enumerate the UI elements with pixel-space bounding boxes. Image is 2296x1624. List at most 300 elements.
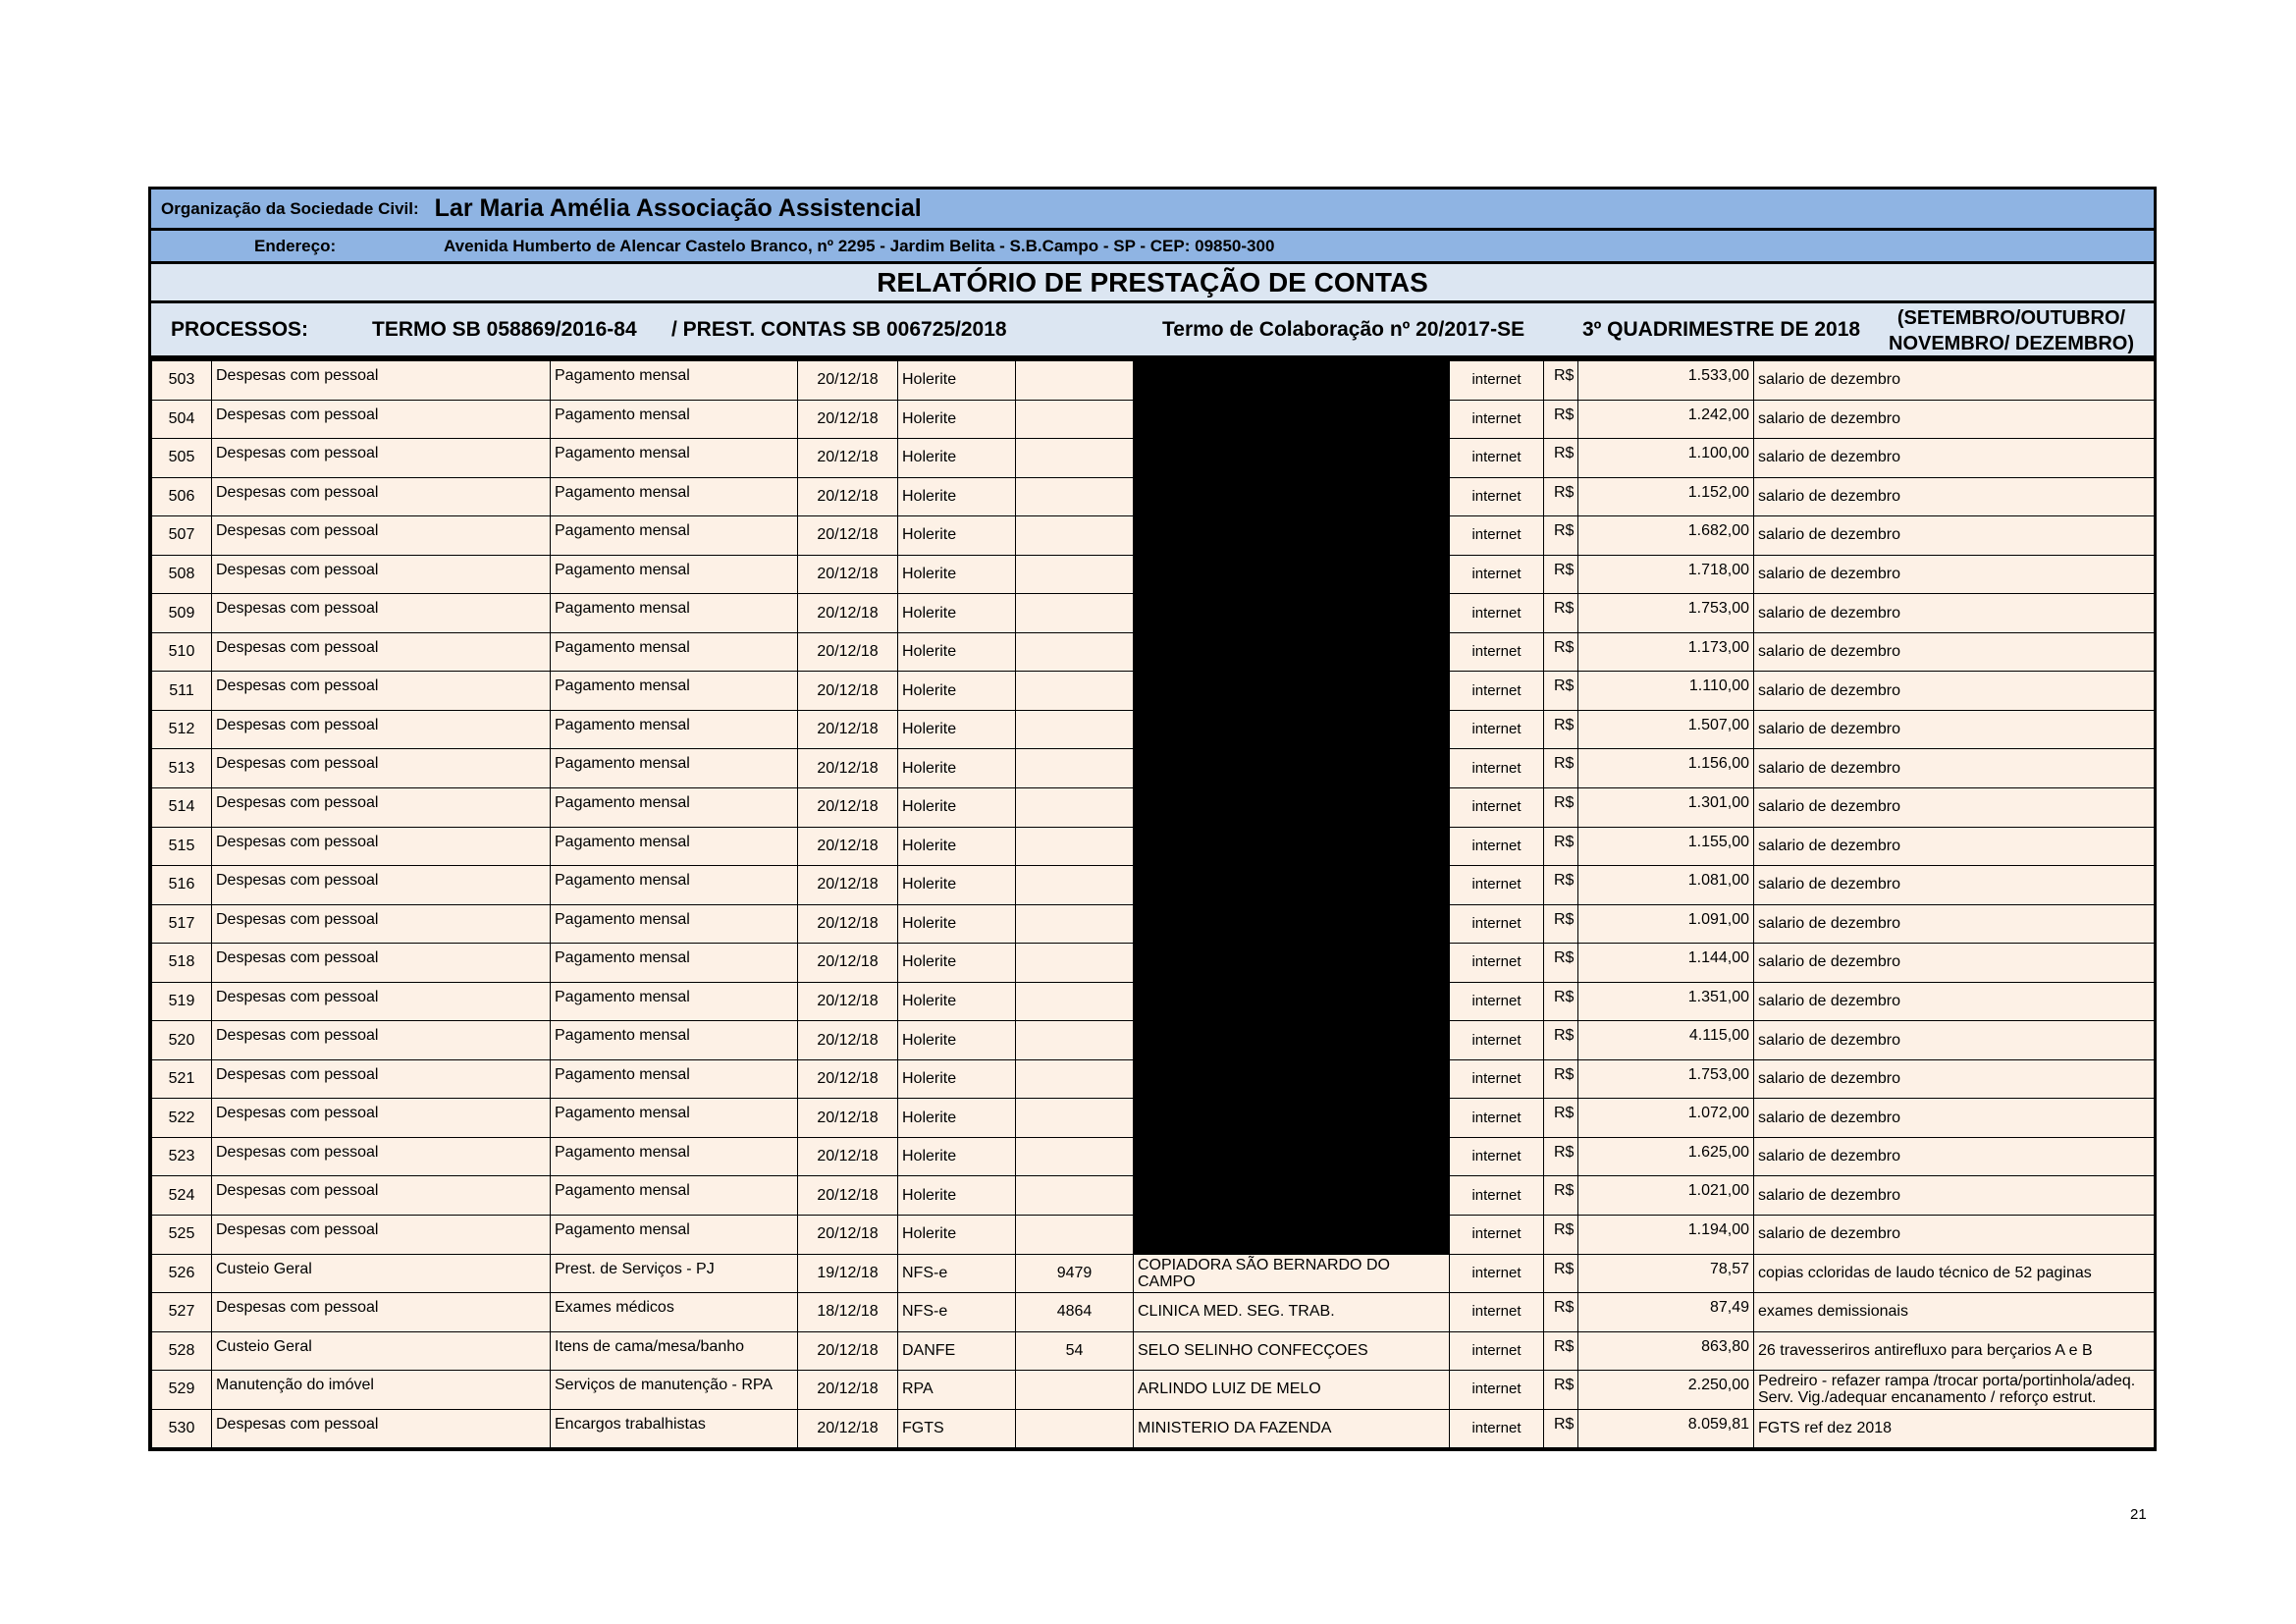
row-number-cell: 518 bbox=[152, 944, 212, 983]
document-number-cell bbox=[1016, 361, 1134, 401]
organization-row bbox=[151, 189, 2154, 231]
currency-cell: R$ bbox=[1544, 439, 1578, 478]
observation-cell: salario de dezembro bbox=[1754, 982, 2155, 1021]
amount-cell: 863,80 bbox=[1578, 1331, 1754, 1371]
supplier-cell: MINISTERIO DA FAZENDA bbox=[1134, 1409, 1450, 1448]
amount-cell: 1.144,00 bbox=[1578, 944, 1754, 983]
row-number-cell: 507 bbox=[152, 516, 212, 556]
document-number-cell: 54 bbox=[1016, 1331, 1134, 1371]
amount-cell: 1.155,00 bbox=[1578, 827, 1754, 866]
row-number-cell: 509 bbox=[152, 594, 212, 633]
currency-cell: R$ bbox=[1544, 1409, 1578, 1448]
table-row bbox=[152, 555, 2155, 594]
document-number-cell bbox=[1016, 439, 1134, 478]
payment-method-cell: internet bbox=[1450, 1176, 1544, 1216]
address-row bbox=[151, 231, 2154, 264]
category-cell: Despesas com pessoal bbox=[212, 788, 551, 828]
description-cell: Pagamento mensal bbox=[551, 555, 798, 594]
currency-cell: R$ bbox=[1544, 1216, 1578, 1255]
payment-method-cell: internet bbox=[1450, 982, 1544, 1021]
description-cell: Pagamento mensal bbox=[551, 1021, 798, 1060]
observation-cell: salario de dezembro bbox=[1754, 904, 2155, 944]
document-type-cell: Holerite bbox=[898, 982, 1016, 1021]
redacted-supplier-cell bbox=[1134, 400, 1450, 439]
description-cell: Pagamento mensal bbox=[551, 361, 798, 401]
row-number-cell: 526 bbox=[152, 1254, 212, 1293]
redacted-supplier-cell bbox=[1134, 1021, 1450, 1060]
description-cell: Pagamento mensal bbox=[551, 1137, 798, 1176]
document-number-cell bbox=[1016, 1099, 1134, 1138]
amount-cell: 1.753,00 bbox=[1578, 1059, 1754, 1099]
document-type-cell: FGTS bbox=[898, 1409, 1016, 1448]
table-row bbox=[152, 1099, 2155, 1138]
currency-cell: R$ bbox=[1544, 788, 1578, 828]
processes-row bbox=[151, 303, 2154, 360]
category-cell: Despesas com pessoal bbox=[212, 827, 551, 866]
date-cell: 20/12/18 bbox=[798, 672, 898, 711]
document-number-cell bbox=[1016, 477, 1134, 516]
expenses-table bbox=[151, 360, 2155, 1448]
document-number-cell bbox=[1016, 1409, 1134, 1448]
document-number-cell: 4864 bbox=[1016, 1293, 1134, 1332]
description-cell: Pagamento mensal bbox=[551, 477, 798, 516]
document-type-cell: Holerite bbox=[898, 1216, 1016, 1255]
observation-cell: salario de dezembro bbox=[1754, 400, 2155, 439]
date-cell: 20/12/18 bbox=[798, 904, 898, 944]
date-cell: 20/12/18 bbox=[798, 1331, 898, 1371]
observation-cell: salario de dezembro bbox=[1754, 1176, 2155, 1216]
date-cell: 20/12/18 bbox=[798, 1021, 898, 1060]
date-cell: 20/12/18 bbox=[798, 439, 898, 478]
currency-cell: R$ bbox=[1544, 1137, 1578, 1176]
description-cell: Pagamento mensal bbox=[551, 516, 798, 556]
observation-cell: salario de dezembro bbox=[1754, 866, 2155, 905]
payment-method-cell: internet bbox=[1450, 516, 1544, 556]
table-row bbox=[152, 1293, 2155, 1332]
amount-cell: 2.250,00 bbox=[1578, 1371, 1754, 1410]
currency-cell: R$ bbox=[1544, 904, 1578, 944]
observation-cell: salario de dezembro bbox=[1754, 710, 2155, 749]
document-number-cell bbox=[1016, 944, 1134, 983]
currency-cell: R$ bbox=[1544, 749, 1578, 788]
title-row bbox=[151, 264, 2154, 303]
processes-label: PROCESSOS: bbox=[171, 317, 309, 341]
observation-cell: FGTS ref dez 2018 bbox=[1754, 1409, 2155, 1448]
currency-cell: R$ bbox=[1544, 555, 1578, 594]
currency-cell: R$ bbox=[1544, 1293, 1578, 1332]
date-cell: 20/12/18 bbox=[798, 400, 898, 439]
table-row bbox=[152, 944, 2155, 983]
category-cell: Manutenção do imóvel bbox=[212, 1371, 551, 1410]
document-type-cell: Holerite bbox=[898, 632, 1016, 672]
document-type-cell: Holerite bbox=[898, 827, 1016, 866]
document-type-cell: Holerite bbox=[898, 1059, 1016, 1099]
table-row bbox=[152, 1021, 2155, 1060]
amount-cell: 1.351,00 bbox=[1578, 982, 1754, 1021]
amount-cell: 1.625,00 bbox=[1578, 1137, 1754, 1176]
row-number-cell: 511 bbox=[152, 672, 212, 711]
document-number-cell bbox=[1016, 749, 1134, 788]
payment-method-cell: internet bbox=[1450, 1254, 1544, 1293]
observation-cell: salario de dezembro bbox=[1754, 1059, 2155, 1099]
redacted-supplier-cell bbox=[1134, 982, 1450, 1021]
document-type-cell: NFS-e bbox=[898, 1293, 1016, 1332]
observation-cell: Pedreiro - refazer rampa /trocar porta/portinhola/adeq. Serv. Vig./adequar encanamento / reforço estrut. bbox=[1754, 1371, 2155, 1410]
document-type-cell: Holerite bbox=[898, 400, 1016, 439]
category-cell: Despesas com pessoal bbox=[212, 1216, 551, 1255]
payment-method-cell: internet bbox=[1450, 1137, 1544, 1176]
date-cell: 20/12/18 bbox=[798, 944, 898, 983]
table-row bbox=[152, 1176, 2155, 1216]
observation-cell: salario de dezembro bbox=[1754, 632, 2155, 672]
redacted-supplier-cell bbox=[1134, 672, 1450, 711]
date-cell: 20/12/18 bbox=[798, 866, 898, 905]
currency-cell: R$ bbox=[1544, 710, 1578, 749]
description-cell: Pagamento mensal bbox=[551, 632, 798, 672]
table-row bbox=[152, 516, 2155, 556]
description-cell: Itens de cama/mesa/banho bbox=[551, 1331, 798, 1371]
payment-method-cell: internet bbox=[1450, 1021, 1544, 1060]
payment-method-cell: internet bbox=[1450, 1331, 1544, 1371]
table-row bbox=[152, 400, 2155, 439]
redacted-supplier-cell bbox=[1134, 944, 1450, 983]
amount-cell: 1.091,00 bbox=[1578, 904, 1754, 944]
observation-cell: salario de dezembro bbox=[1754, 672, 2155, 711]
date-cell: 20/12/18 bbox=[798, 1137, 898, 1176]
observation-cell: salario de dezembro bbox=[1754, 944, 2155, 983]
supplier-cell: CLINICA MED. SEG. TRAB. bbox=[1134, 1293, 1450, 1332]
address-label: Endereço: bbox=[254, 236, 337, 255]
observation-cell: salario de dezembro bbox=[1754, 594, 2155, 633]
row-number-cell: 520 bbox=[152, 1021, 212, 1060]
date-cell: 20/12/18 bbox=[798, 594, 898, 633]
category-cell: Despesas com pessoal bbox=[212, 594, 551, 633]
document-type-cell: Holerite bbox=[898, 594, 1016, 633]
description-cell: Pagamento mensal bbox=[551, 827, 798, 866]
redacted-supplier-cell bbox=[1134, 1137, 1450, 1176]
organization-name: Lar Maria Amélia Associação Assistencial bbox=[434, 194, 922, 222]
redacted-supplier-cell bbox=[1134, 555, 1450, 594]
amount-cell: 1.682,00 bbox=[1578, 516, 1754, 556]
row-number-cell: 521 bbox=[152, 1059, 212, 1099]
payment-method-cell: internet bbox=[1450, 400, 1544, 439]
amount-cell: 1.507,00 bbox=[1578, 710, 1754, 749]
category-cell: Despesas com pessoal bbox=[212, 361, 551, 401]
description-cell: Pagamento mensal bbox=[551, 866, 798, 905]
document-number-cell bbox=[1016, 866, 1134, 905]
document-number-cell bbox=[1016, 1059, 1134, 1099]
row-number-cell: 505 bbox=[152, 439, 212, 478]
category-cell: Despesas com pessoal bbox=[212, 1137, 551, 1176]
amount-cell: 1.301,00 bbox=[1578, 788, 1754, 828]
document-type-cell: Holerite bbox=[898, 1021, 1016, 1060]
redacted-supplier-cell bbox=[1134, 361, 1450, 401]
accounts-report bbox=[148, 187, 2157, 1451]
category-cell: Custeio Geral bbox=[212, 1254, 551, 1293]
date-cell: 20/12/18 bbox=[798, 749, 898, 788]
description-cell: Exames médicos bbox=[551, 1293, 798, 1332]
table-row bbox=[152, 1137, 2155, 1176]
description-cell: Pagamento mensal bbox=[551, 944, 798, 983]
category-cell: Despesas com pessoal bbox=[212, 439, 551, 478]
amount-cell: 4.115,00 bbox=[1578, 1021, 1754, 1060]
document-number-cell bbox=[1016, 904, 1134, 944]
date-cell: 18/12/18 bbox=[798, 1293, 898, 1332]
observation-cell: salario de dezembro bbox=[1754, 1021, 2155, 1060]
description-cell: Pagamento mensal bbox=[551, 982, 798, 1021]
amount-cell: 1.100,00 bbox=[1578, 439, 1754, 478]
currency-cell: R$ bbox=[1544, 982, 1578, 1021]
table-row bbox=[152, 361, 2155, 401]
row-number-cell: 512 bbox=[152, 710, 212, 749]
redacted-supplier-cell bbox=[1134, 788, 1450, 828]
category-cell: Despesas com pessoal bbox=[212, 982, 551, 1021]
table-row bbox=[152, 672, 2155, 711]
table-row bbox=[152, 594, 2155, 633]
document-number-cell bbox=[1016, 710, 1134, 749]
payment-method-cell: internet bbox=[1450, 1371, 1544, 1410]
document-type-cell: NFS-e bbox=[898, 1254, 1016, 1293]
table-row bbox=[152, 1254, 2155, 1293]
termo-number: TERMO SB 058869/2016-84 bbox=[372, 317, 637, 341]
row-number-cell: 517 bbox=[152, 904, 212, 944]
description-cell: Pagamento mensal bbox=[551, 1176, 798, 1216]
amount-cell: 8.059,81 bbox=[1578, 1409, 1754, 1448]
observation-cell: copias ccloridas de laudo técnico de 52 paginas bbox=[1754, 1254, 2155, 1293]
date-cell: 20/12/18 bbox=[798, 1059, 898, 1099]
observation-cell: exames demissionais bbox=[1754, 1293, 2155, 1332]
document-type-cell: Holerite bbox=[898, 1099, 1016, 1138]
amount-cell: 1.072,00 bbox=[1578, 1099, 1754, 1138]
description-cell: Serviços de manutenção - RPA bbox=[551, 1371, 798, 1410]
observation-cell: salario de dezembro bbox=[1754, 439, 2155, 478]
table-row bbox=[152, 904, 2155, 944]
table-row bbox=[152, 1216, 2155, 1255]
category-cell: Despesas com pessoal bbox=[212, 400, 551, 439]
date-cell: 20/12/18 bbox=[798, 1216, 898, 1255]
redacted-supplier-cell bbox=[1134, 749, 1450, 788]
document-type-cell: Holerite bbox=[898, 516, 1016, 556]
document-number-cell bbox=[1016, 1216, 1134, 1255]
redacted-supplier-cell bbox=[1134, 827, 1450, 866]
currency-cell: R$ bbox=[1544, 632, 1578, 672]
amount-cell: 1.173,00 bbox=[1578, 632, 1754, 672]
table-row bbox=[152, 982, 2155, 1021]
period-line-1: (SETEMBRO/OUTUBRO/ bbox=[1896, 307, 2126, 329]
category-cell: Despesas com pessoal bbox=[212, 1021, 551, 1060]
amount-cell: 1.152,00 bbox=[1578, 477, 1754, 516]
document-number-cell bbox=[1016, 516, 1134, 556]
row-number-cell: 524 bbox=[152, 1176, 212, 1216]
category-cell: Despesas com pessoal bbox=[212, 749, 551, 788]
amount-cell: 1.718,00 bbox=[1578, 555, 1754, 594]
category-cell: Despesas com pessoal bbox=[212, 1099, 551, 1138]
supplier-cell: ARLINDO LUIZ DE MELO bbox=[1134, 1371, 1450, 1410]
document-number-cell bbox=[1016, 827, 1134, 866]
document-number-cell bbox=[1016, 788, 1134, 828]
payment-method-cell: internet bbox=[1450, 594, 1544, 633]
redacted-supplier-cell bbox=[1134, 594, 1450, 633]
amount-cell: 1.533,00 bbox=[1578, 361, 1754, 401]
document-type-cell: Holerite bbox=[898, 477, 1016, 516]
prest-contas-number: / PREST. CONTAS SB 006725/2018 bbox=[671, 317, 1007, 341]
currency-cell: R$ bbox=[1544, 594, 1578, 633]
date-cell: 20/12/18 bbox=[798, 361, 898, 401]
supplier-cell: COPIADORA SÃO BERNARDO DO CAMPO bbox=[1134, 1254, 1450, 1293]
category-cell: Despesas com pessoal bbox=[212, 516, 551, 556]
date-cell: 20/12/18 bbox=[798, 555, 898, 594]
document-type-cell: Holerite bbox=[898, 361, 1016, 401]
category-cell: Despesas com pessoal bbox=[212, 1409, 551, 1448]
payment-method-cell: internet bbox=[1450, 866, 1544, 905]
document-number-cell: 9479 bbox=[1016, 1254, 1134, 1293]
table-row bbox=[152, 477, 2155, 516]
observation-cell: salario de dezembro bbox=[1754, 827, 2155, 866]
document-type-cell: Holerite bbox=[898, 710, 1016, 749]
description-cell: Pagamento mensal bbox=[551, 672, 798, 711]
redacted-supplier-cell bbox=[1134, 904, 1450, 944]
document-number-cell bbox=[1016, 1176, 1134, 1216]
date-cell: 19/12/18 bbox=[798, 1254, 898, 1293]
observation-cell: salario de dezembro bbox=[1754, 361, 2155, 401]
category-cell: Despesas com pessoal bbox=[212, 904, 551, 944]
amount-cell: 1.194,00 bbox=[1578, 1216, 1754, 1255]
row-number-cell: 514 bbox=[152, 788, 212, 828]
currency-cell: R$ bbox=[1544, 1059, 1578, 1099]
description-cell: Pagamento mensal bbox=[551, 1216, 798, 1255]
quadrimestre: 3º QUADRIMESTRE DE 2018 bbox=[1582, 317, 1861, 341]
description-cell: Pagamento mensal bbox=[551, 788, 798, 828]
row-number-cell: 513 bbox=[152, 749, 212, 788]
redacted-supplier-cell bbox=[1134, 1216, 1450, 1255]
row-number-cell: 506 bbox=[152, 477, 212, 516]
row-number-cell: 527 bbox=[152, 1293, 212, 1332]
payment-method-cell: internet bbox=[1450, 672, 1544, 711]
description-cell: Pagamento mensal bbox=[551, 710, 798, 749]
date-cell: 20/12/18 bbox=[798, 1409, 898, 1448]
redacted-supplier-cell bbox=[1134, 710, 1450, 749]
document-type-cell: Holerite bbox=[898, 1176, 1016, 1216]
payment-method-cell: internet bbox=[1450, 1059, 1544, 1099]
observation-cell: salario de dezembro bbox=[1754, 1216, 2155, 1255]
category-cell: Custeio Geral bbox=[212, 1331, 551, 1371]
table-row bbox=[152, 439, 2155, 478]
payment-method-cell: internet bbox=[1450, 439, 1544, 478]
date-cell: 20/12/18 bbox=[798, 788, 898, 828]
observation-cell: salario de dezembro bbox=[1754, 555, 2155, 594]
row-number-cell: 523 bbox=[152, 1137, 212, 1176]
observation-cell: salario de dezembro bbox=[1754, 749, 2155, 788]
redacted-supplier-cell bbox=[1134, 632, 1450, 672]
description-cell: Encargos trabalhistas bbox=[551, 1409, 798, 1448]
currency-cell: R$ bbox=[1544, 1176, 1578, 1216]
description-cell: Pagamento mensal bbox=[551, 749, 798, 788]
payment-method-cell: internet bbox=[1450, 632, 1544, 672]
document-type-cell: RPA bbox=[898, 1371, 1016, 1410]
description-cell: Pagamento mensal bbox=[551, 904, 798, 944]
period bbox=[1869, 305, 2154, 356]
category-cell: Despesas com pessoal bbox=[212, 1059, 551, 1099]
row-number-cell: 522 bbox=[152, 1099, 212, 1138]
date-cell: 20/12/18 bbox=[798, 982, 898, 1021]
document-number-cell bbox=[1016, 400, 1134, 439]
currency-cell: R$ bbox=[1544, 866, 1578, 905]
currency-cell: R$ bbox=[1544, 361, 1578, 401]
observation-cell: salario de dezembro bbox=[1754, 516, 2155, 556]
row-number-cell: 510 bbox=[152, 632, 212, 672]
organization-label: Organização da Sociedade Civil: bbox=[161, 198, 419, 218]
currency-cell: R$ bbox=[1544, 1371, 1578, 1410]
payment-method-cell: internet bbox=[1450, 1409, 1544, 1448]
document-type-cell: Holerite bbox=[898, 749, 1016, 788]
colaboracao-term: Termo de Colaboração nº 20/2017-SE bbox=[1162, 317, 1525, 341]
table-row bbox=[152, 710, 2155, 749]
description-cell: Pagamento mensal bbox=[551, 594, 798, 633]
document-number-cell bbox=[1016, 632, 1134, 672]
observation-cell: 26 travesseriros antirefluxo para berçarios A e B bbox=[1754, 1331, 2155, 1371]
table-row bbox=[152, 749, 2155, 788]
period-line-2: NOVEMBRO/ DEZEMBRO) bbox=[1889, 333, 2134, 354]
date-cell: 20/12/18 bbox=[798, 632, 898, 672]
observation-cell: salario de dezembro bbox=[1754, 477, 2155, 516]
redacted-supplier-cell bbox=[1134, 866, 1450, 905]
row-number-cell: 516 bbox=[152, 866, 212, 905]
document-type-cell: Holerite bbox=[898, 1137, 1016, 1176]
date-cell: 20/12/18 bbox=[798, 516, 898, 556]
observation-cell: salario de dezembro bbox=[1754, 1099, 2155, 1138]
redacted-supplier-cell bbox=[1134, 516, 1450, 556]
report-title: RELATÓRIO DE PRESTAÇÃO DE CONTAS bbox=[877, 266, 1428, 298]
date-cell: 20/12/18 bbox=[798, 710, 898, 749]
row-number-cell: 519 bbox=[152, 982, 212, 1021]
document-type-cell: Holerite bbox=[898, 866, 1016, 905]
row-number-cell: 525 bbox=[152, 1216, 212, 1255]
table-row bbox=[152, 827, 2155, 866]
amount-cell: 1.081,00 bbox=[1578, 866, 1754, 905]
table-row bbox=[152, 1409, 2155, 1448]
document-number-cell bbox=[1016, 594, 1134, 633]
row-number-cell: 515 bbox=[152, 827, 212, 866]
description-cell: Pagamento mensal bbox=[551, 400, 798, 439]
payment-method-cell: internet bbox=[1450, 788, 1544, 828]
payment-method-cell: internet bbox=[1450, 1293, 1544, 1332]
amount-cell: 1.021,00 bbox=[1578, 1176, 1754, 1216]
date-cell: 20/12/18 bbox=[798, 1099, 898, 1138]
amount-cell: 78,57 bbox=[1578, 1254, 1754, 1293]
currency-cell: R$ bbox=[1544, 1099, 1578, 1138]
table-row bbox=[152, 632, 2155, 672]
currency-cell: R$ bbox=[1544, 477, 1578, 516]
payment-method-cell: internet bbox=[1450, 904, 1544, 944]
currency-cell: R$ bbox=[1544, 1254, 1578, 1293]
redacted-supplier-cell bbox=[1134, 1059, 1450, 1099]
document-number-cell bbox=[1016, 1021, 1134, 1060]
category-cell: Despesas com pessoal bbox=[212, 1176, 551, 1216]
amount-cell: 1.753,00 bbox=[1578, 594, 1754, 633]
row-number-cell: 530 bbox=[152, 1409, 212, 1448]
description-cell: Pagamento mensal bbox=[551, 439, 798, 478]
description-cell: Pagamento mensal bbox=[551, 1059, 798, 1099]
category-cell: Despesas com pessoal bbox=[212, 672, 551, 711]
category-cell: Despesas com pessoal bbox=[212, 477, 551, 516]
table-row bbox=[152, 788, 2155, 828]
payment-method-cell: internet bbox=[1450, 710, 1544, 749]
table-row bbox=[152, 866, 2155, 905]
payment-method-cell: internet bbox=[1450, 827, 1544, 866]
date-cell: 20/12/18 bbox=[798, 1371, 898, 1410]
row-number-cell: 508 bbox=[152, 555, 212, 594]
row-number-cell: 529 bbox=[152, 1371, 212, 1410]
